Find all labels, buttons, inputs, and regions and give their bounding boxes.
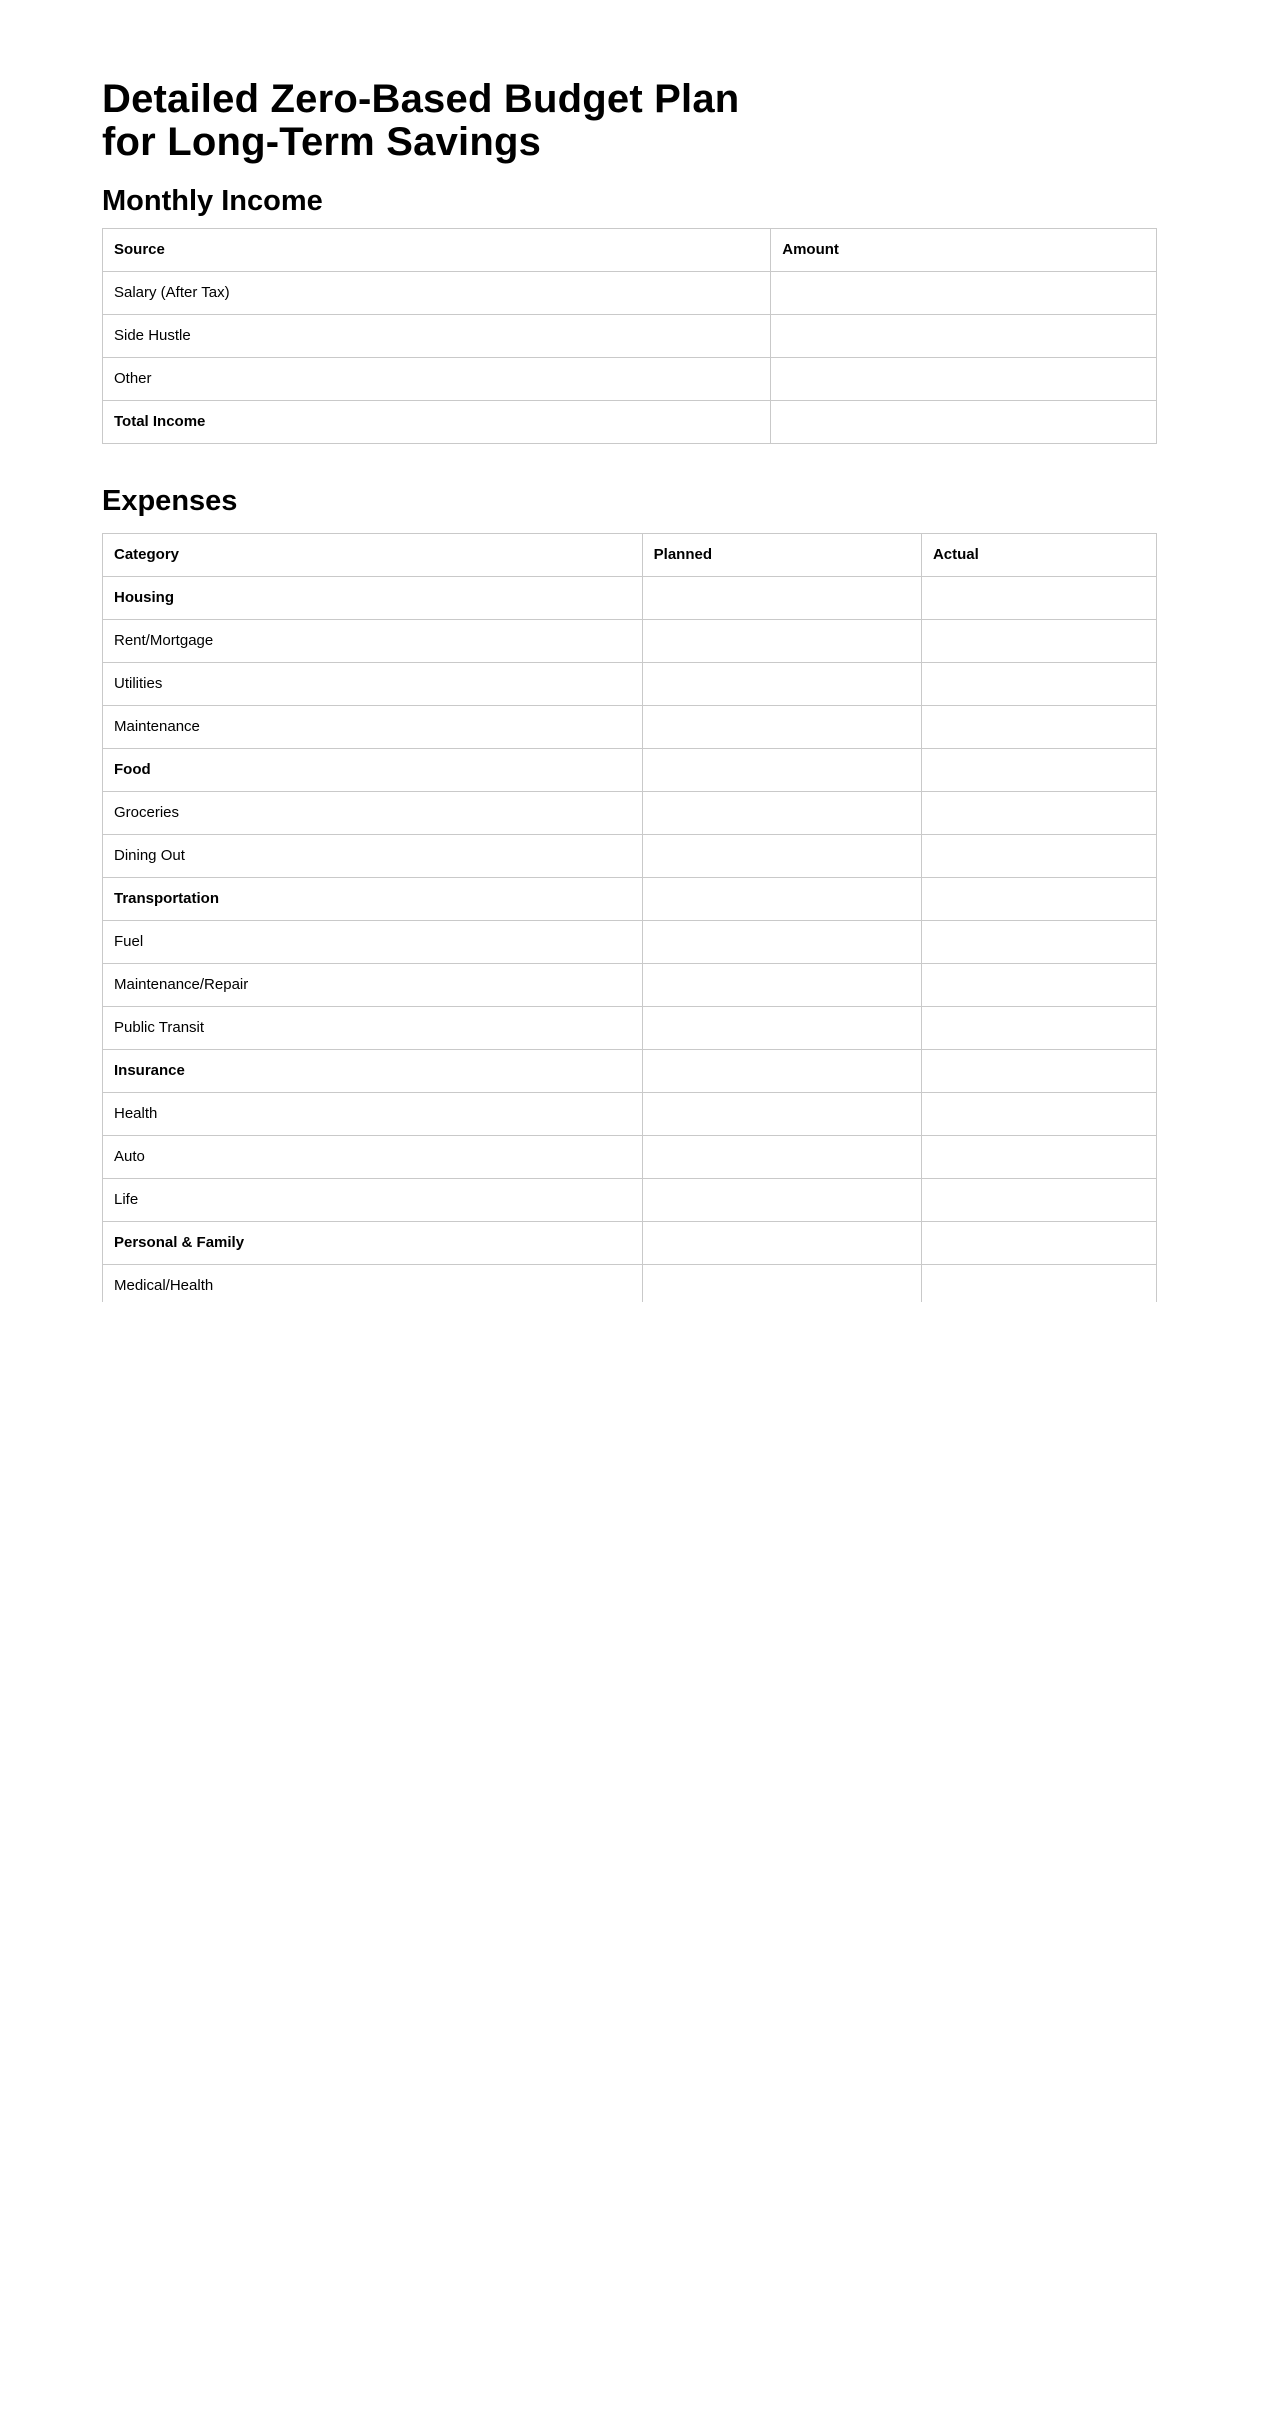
expenses-heading: Expenses [102, 485, 238, 517]
row-label-cell: Life [103, 1179, 643, 1222]
value-cell[interactable] [771, 315, 1157, 358]
value-cell[interactable] [771, 358, 1157, 401]
monthly-income-heading: Monthly Income [102, 185, 323, 217]
row-label-cell: Other [103, 358, 771, 401]
value-cell[interactable] [642, 577, 921, 620]
value-cell[interactable] [642, 749, 921, 792]
value-cell[interactable] [921, 1093, 1156, 1136]
table-row [103, 577, 1157, 620]
table-row [103, 835, 1157, 878]
value-cell[interactable] [642, 620, 921, 663]
value-cell[interactable] [921, 1007, 1156, 1050]
value-cell[interactable] [642, 1050, 921, 1093]
value-cell[interactable] [642, 663, 921, 706]
income-header-row [103, 229, 1157, 272]
row-label-cell: Groceries [103, 792, 643, 835]
value-cell[interactable] [642, 792, 921, 835]
value-cell[interactable] [642, 878, 921, 921]
row-label-cell: Side Hustle [103, 315, 771, 358]
table-row [103, 358, 1157, 401]
table-row [103, 964, 1157, 1007]
table-row [103, 878, 1157, 921]
page-title-line-1: Detailed Zero-Based Budget Plan [102, 77, 740, 121]
table-row [103, 1222, 1157, 1265]
value-cell[interactable] [921, 1136, 1156, 1179]
value-cell[interactable] [642, 706, 921, 749]
expenses-table [102, 533, 1157, 1302]
value-cell[interactable] [642, 1007, 921, 1050]
table-row [103, 272, 1157, 315]
value-cell[interactable] [921, 1265, 1156, 1303]
expenses-column-planned: Planned [642, 534, 921, 577]
value-cell[interactable] [642, 835, 921, 878]
value-cell[interactable] [921, 1179, 1156, 1222]
page-title-line-2: for Long-Term Savings [102, 120, 542, 164]
value-cell[interactable] [771, 272, 1157, 315]
value-cell[interactable] [642, 1136, 921, 1179]
monthly-income-table [102, 228, 1157, 444]
value-cell[interactable] [642, 1179, 921, 1222]
table-row [103, 620, 1157, 663]
row-label-cell: Housing [103, 577, 643, 620]
row-label-cell: Food [103, 749, 643, 792]
table-row [103, 401, 1157, 444]
table-row [103, 315, 1157, 358]
value-cell[interactable] [642, 1093, 921, 1136]
row-label-cell: Personal & Family [103, 1222, 643, 1265]
row-label-cell: Insurance [103, 1050, 643, 1093]
row-label-cell: Transportation [103, 878, 643, 921]
row-label-cell: Auto [103, 1136, 643, 1179]
table-row [103, 1050, 1157, 1093]
row-label-cell: Health [103, 1093, 643, 1136]
row-label-cell: Rent/Mortgage [103, 620, 643, 663]
table-row [103, 1265, 1157, 1303]
row-label-cell: Total Income [103, 401, 771, 444]
table-row [103, 1136, 1157, 1179]
value-cell[interactable] [921, 620, 1156, 663]
row-label-cell: Fuel [103, 921, 643, 964]
value-cell[interactable] [642, 1222, 921, 1265]
value-cell[interactable] [642, 964, 921, 1007]
income-column-source: Source [103, 229, 771, 272]
expenses-column-category: Category [103, 534, 643, 577]
table-row [103, 749, 1157, 792]
expenses-header-row [103, 534, 1157, 577]
value-cell[interactable] [921, 577, 1156, 620]
table-row [103, 792, 1157, 835]
row-label-cell: Maintenance/Repair [103, 964, 643, 1007]
row-label-cell: Dining Out [103, 835, 643, 878]
value-cell[interactable] [921, 663, 1156, 706]
page-title [102, 78, 1157, 164]
row-label-cell: Utilities [103, 663, 643, 706]
value-cell[interactable] [771, 401, 1157, 444]
table-row [103, 1093, 1157, 1136]
table-row [103, 706, 1157, 749]
expenses-column-actual: Actual [921, 534, 1156, 577]
expenses-table-clipped-region [102, 533, 1157, 1302]
value-cell[interactable] [921, 1222, 1156, 1265]
row-label-cell: Maintenance [103, 706, 643, 749]
value-cell[interactable] [642, 1265, 921, 1303]
value-cell[interactable] [921, 878, 1156, 921]
table-row [103, 1179, 1157, 1222]
row-label-cell: Public Transit [103, 1007, 643, 1050]
table-row [103, 663, 1157, 706]
value-cell[interactable] [642, 921, 921, 964]
value-cell[interactable] [921, 835, 1156, 878]
row-label-cell: Medical/Health [103, 1265, 643, 1303]
value-cell[interactable] [921, 921, 1156, 964]
table-row [103, 1007, 1157, 1050]
value-cell[interactable] [921, 749, 1156, 792]
row-label-cell: Salary (After Tax) [103, 272, 771, 315]
table-row [103, 921, 1157, 964]
value-cell[interactable] [921, 706, 1156, 749]
value-cell[interactable] [921, 964, 1156, 1007]
value-cell[interactable] [921, 792, 1156, 835]
income-column-amount: Amount [771, 229, 1157, 272]
value-cell[interactable] [921, 1050, 1156, 1093]
